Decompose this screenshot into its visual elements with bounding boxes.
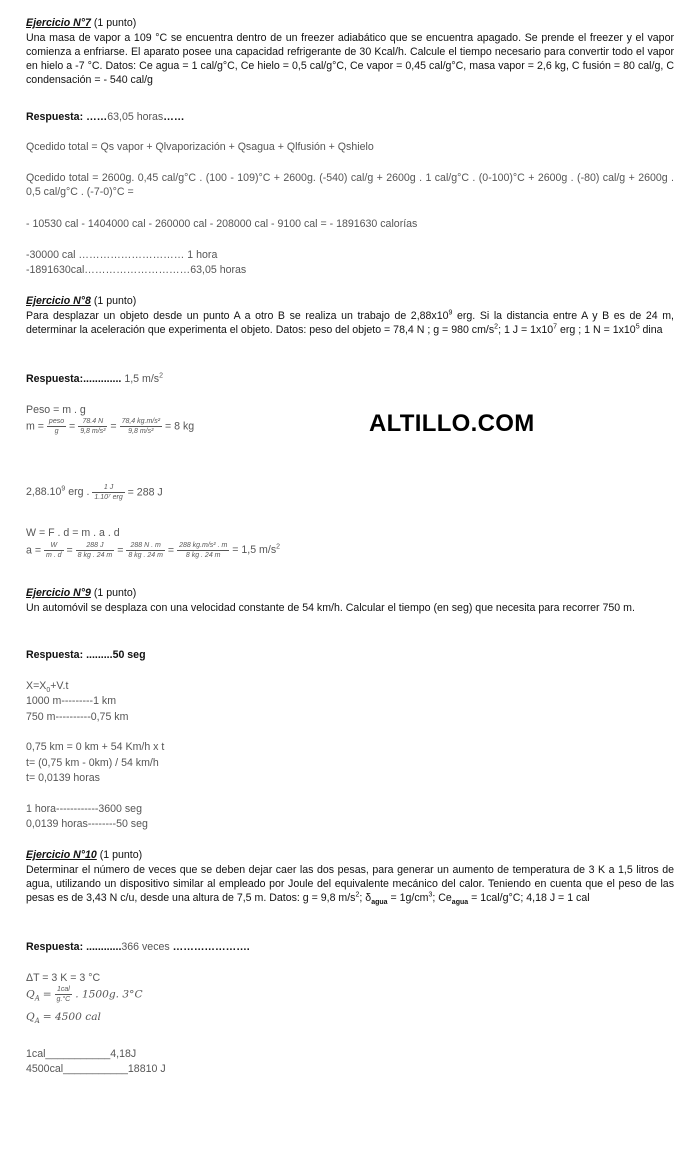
exercise-8-points: (1 punto)	[93, 295, 137, 307]
exercise-7-heading	[26, 16, 136, 30]
answer-trail: ……	[163, 111, 185, 123]
exercise-7-line-3: - 10530 cal - 1404000 cal - 260000 cal - 208000 cal - 9100 cal = - 1891630 calorías	[26, 218, 418, 230]
answer-label: Respuesta:	[26, 941, 84, 953]
fraction	[126, 541, 165, 560]
fraction-den: 9,8 m/s²	[128, 428, 154, 435]
fraction-num: 78,4 kg.m/s²	[121, 418, 161, 425]
exercise-7-line-2: Qcedido total = 2600g. 0,45 cal/g°C . (100 - 109)°C + 2600g. (-540) cal/g + 2600g . 1 cal/g°C . (0-100)°C + 2600g . (-80) cal/g + 2600g . 0,5 cal/g°C . (-7-0)°C =	[26, 172, 674, 198]
fraction-den: g.°C	[56, 996, 71, 1003]
fraction	[177, 541, 229, 560]
exercise-9-line-7: 1 hora------------3600 seg	[26, 803, 142, 815]
fraction-num: 288 J	[76, 541, 115, 551]
exercise-7-line-5: -1891630cal…………………………63,05 horas	[26, 264, 247, 276]
exercise-10-answer	[26, 940, 250, 954]
m-prefix: m =	[26, 420, 44, 433]
exercise-10-heading	[26, 848, 142, 862]
a-prefix: a =	[26, 544, 42, 557]
exercise-8-peso-line: Peso = m . g	[26, 404, 86, 416]
erg-result: = 288 J	[127, 486, 163, 499]
fraction	[44, 541, 64, 560]
exercise-10-statement: Determinar el número de veces que se deben dejar caer las dos pesas, para generar un aumento de temperatura de 3 K a 1,5 litros de agua, utilizando un dispositivo similar al empleado por Joule del equivalente mecánico del calor. Teniendo en cuenta que el peso de las pesas es de 3,43 N c/u, desde una altura de 7,5 m. Datos: g = 9,8 $m/s^2$; $\delta_{agua} = 1g/cm^3$; $Ce_{agua} = 1cal/g^\circ C$; 4,18 J = 1 cal	[26, 864, 674, 907]
answer-dots: ……	[86, 111, 108, 123]
answer-value: 63,05 horas	[107, 111, 164, 123]
exercise-7-line-1: Qcedido total = Qs vapor + Qlvaporización + Qsagua + Qlfusión + Qshielo	[26, 141, 374, 153]
exercise-9-line-1: $X=X_0+V.t$	[26, 680, 69, 695]
exercise-9-answer	[26, 648, 146, 662]
qa2-rest: = 4500 cal	[42, 1011, 101, 1023]
fraction	[47, 417, 66, 436]
exercise-8-answer	[26, 372, 163, 386]
exercise-9-points: (1 punto)	[93, 587, 137, 599]
exercise-10-line-1: 1cal___________4,18J	[26, 1048, 137, 1060]
fraction	[76, 541, 115, 560]
exercise-9-line-8: 0,0139 horas--------50 seg	[26, 818, 148, 830]
exercise-10-title: Ejercicio N°10	[26, 849, 97, 861]
answer-label: Respuesta:	[26, 649, 84, 661]
exercise-9-heading	[26, 586, 136, 600]
fraction-num: 288 N . m	[126, 541, 165, 551]
exercise-10-delta-t: ΔT = 3 K = 3 °C	[26, 972, 101, 984]
exercise-10-qa-result	[26, 1011, 101, 1026]
qa-rest: . 1500g. 3°C	[75, 988, 143, 1001]
fraction-num: peso	[48, 418, 65, 425]
exercise-9-line-2: 1000 m---------1 km	[26, 695, 117, 707]
fraction	[92, 483, 124, 502]
qa-label: Q	[26, 1011, 35, 1023]
m-result: = 8 kg	[165, 420, 195, 433]
exercise-8-title: Ejercicio N°8	[26, 295, 91, 307]
exercise-10-line-2: 4500cal___________18810 J	[26, 1063, 166, 1075]
exercise-10-points: (1 punto)	[99, 849, 143, 861]
erg-prefix: 2,88.10$^9$ erg .	[26, 485, 90, 499]
exercise-7-answer	[26, 110, 184, 124]
exercise-9-line-4: 0,75 km = 0 km + 54 Km/h x t	[26, 741, 165, 753]
watermark: ALTILLO.COM	[369, 410, 535, 437]
fraction-den: m . d	[45, 552, 62, 559]
exercise-9-title: Ejercicio N°9	[26, 587, 91, 599]
answer-label: Respuesta:	[26, 111, 84, 123]
fraction	[120, 417, 163, 436]
exercise-7-statement: Una masa de vapor a 109 °C se encuentra dentro de un freezer adiabático que se encuentra apagado. Se prende el freezer y el vapor comienza a enfriarse. El aparato posee una capacidad refrigerante de 30 Kcal/h. Calcule el tiempo necesario para convertir todo el vapor en hielo a -7 °C. Datos: Ce agua = 1 cal/g°C, Ce hielo = 0,5 cal/g°C, Ce vapor = 0,45 cal/g°C, masa vapor = 2,6 kg, C fusión = 80 cal/g, C condensación = - 540 cal/g	[26, 32, 674, 86]
answer-label: Respuesta:	[26, 373, 84, 385]
qa-sub: A	[34, 1017, 40, 1026]
fraction-num: 1 J	[92, 483, 124, 493]
fraction-num: 1cal	[55, 985, 73, 995]
answer-dots: .............	[83, 373, 122, 385]
exercise-8-accel-equation: a = $\frac{W}{m . d}$ = $\frac{288 J}{8 kg . 24 m}$ = $\frac{288 N . m}{8 kg . 24 m}$ = $\frac{\text{288 kg.m/s² . m}}{8 kg . 24 m}$ = 1,5 $m/s^2$	[26, 542, 281, 559]
qa-sub: A	[34, 994, 40, 1003]
exercise-8-statement: Para desplazar un objeto desde un punto A a otro B se realiza un trabajo de $2,88x10^9$ erg. Si la distancia entre A y B es de 24 m, determinar la aceleración que experimenta el objeto. Datos: peso del objeto = 78,4 N ; g = 980 $cm/s^2$; 1 $J = 1x10^7$ erg ; 1 $N = 1x10^5$ dina	[26, 309, 675, 336]
exercise-8-heading	[26, 294, 136, 308]
fraction-num: 288 kg.m/s² . m	[179, 542, 228, 549]
exercise-9-line-5: t= (0,75 km - 0km) / 54 km/h	[26, 757, 159, 769]
exercise-7-points: (1 punto)	[93, 17, 137, 29]
fraction-num: 78.4 N	[78, 417, 107, 427]
exercise-9-line-6: t= 0,0139 horas	[26, 772, 100, 784]
exercise-8-erg-equation	[26, 483, 163, 502]
fraction-den: 1.10⁷ erg	[94, 494, 123, 501]
answer-dots: ............	[86, 941, 122, 953]
exercise-8-work-line: W = F . d = m . a . d	[26, 527, 120, 539]
fraction-den: 8 kg . 24 m	[77, 552, 113, 559]
a-result: = 1,5 $m/s^2$	[232, 543, 281, 557]
fraction	[55, 985, 73, 1004]
exercise-10-qa-equation: $Q_A$ = $\frac{\text{1cal}}{g.^\circ C}$ . 1500g. 3°C	[26, 986, 143, 1003]
exercise-8-mass-equation: m = $\frac{\text{peso}}{g}$ = $\frac{78.4 N}{\text{9,8 m/s²}}$ = $\frac{\text{78,4 kg.m/s²}}{\text{9,8 m/s²}}$ = 8 kg	[26, 418, 195, 435]
answer-value: 1,5 $m/s^2$	[124, 372, 163, 385]
fraction	[78, 417, 107, 436]
fraction-den: 9,8 m/s²	[80, 428, 106, 435]
qa-label: Q	[26, 988, 35, 1001]
exercise-7-title: Ejercicio N°7	[26, 17, 91, 29]
exercise-9-line-3: 750 m----------0,75 km	[26, 711, 129, 723]
fraction-num: W	[44, 541, 64, 551]
answer-dots: .........	[86, 649, 113, 661]
exercise-7-line-4: -30000 cal ………………………… 1 hora	[26, 249, 218, 261]
fraction-den: 8 kg . 24 m	[128, 552, 163, 559]
answer-trail: ………………….	[172, 941, 250, 953]
exercise-9-statement: Un automóvil se desplaza con una velocidad constante de 54 km/h. Calcular el tiempo (en seg) que necesita para recorrer 750 m.	[26, 602, 635, 614]
answer-value: 50 seg	[112, 649, 146, 661]
answer-value: 366 veces	[121, 941, 170, 953]
fraction-den: g	[54, 428, 59, 435]
fraction-den: 8 kg . 24 m	[185, 552, 221, 559]
